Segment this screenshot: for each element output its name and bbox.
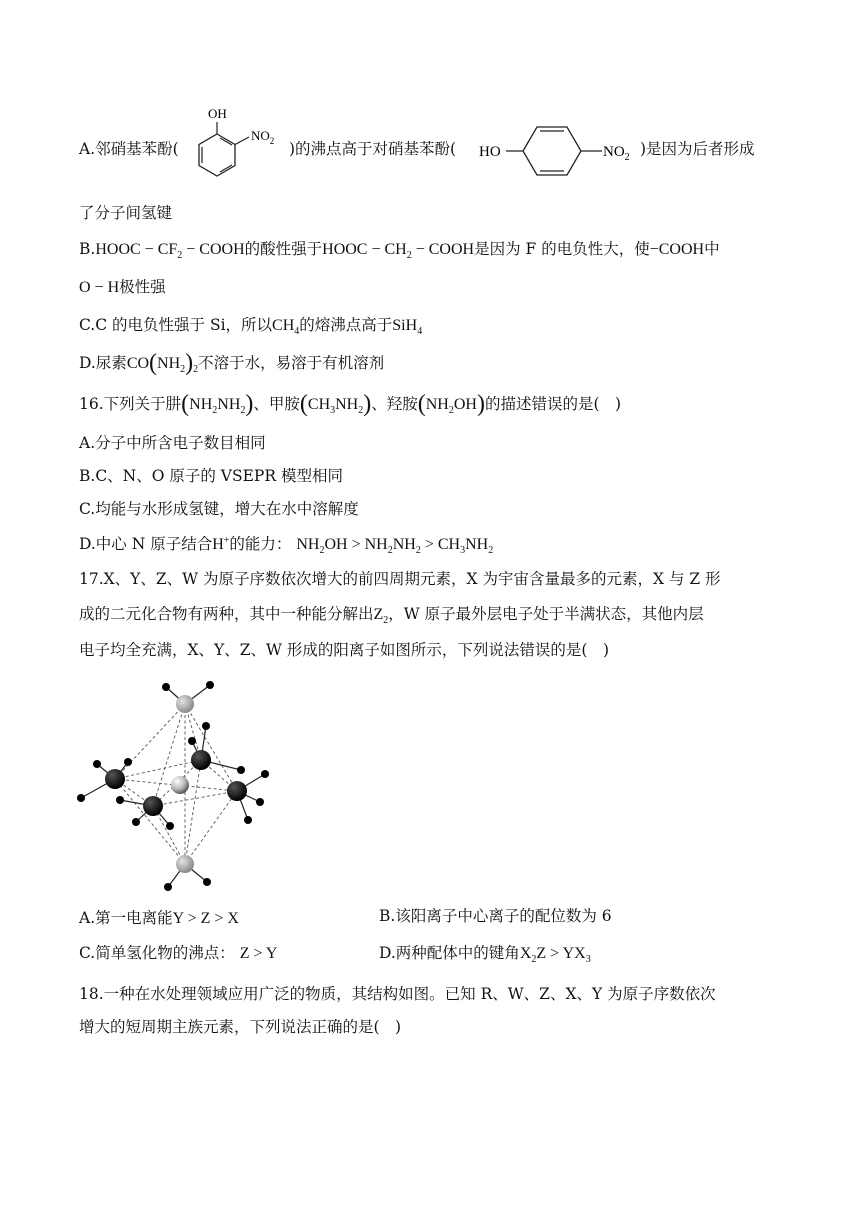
- q15-a-mid: )的沸点高于对硝基苯酚(: [289, 140, 457, 158]
- q17-stem-line1: 17.X、Y、Z、W 为原子序数依次增大的前四周期元素，X 为宇宙含量最多的元素，X 与 Z 形: [79, 570, 721, 588]
- no2-para-label: NO: [603, 144, 625, 160]
- q18-stem-line2: 增大的短周期主族元素，下列说法正确的是( ): [79, 1018, 402, 1036]
- no2-label: NO: [251, 128, 270, 143]
- q15-option-a: [79, 139, 179, 159]
- q17-option-b: B.该阳离子中心离子的配位数为 6: [379, 907, 612, 925]
- q16-option-c: C.均能与水形成氢键，增大在水中溶解度: [79, 500, 359, 518]
- q17-stem-line2: 成的二元化合物有两种，其中一种能分解出$Z_2$，W 原子最外层电子处于半满状态，其他内层: [79, 605, 704, 626]
- oh-label: OH: [208, 106, 227, 121]
- q15-a-mid-line: [289, 139, 456, 159]
- para-nitrophenol-structure: [475, 118, 640, 178]
- q15-option-b: B.HOOC − $CF_2$ − COOH的酸性强于HOOC − $CH_2$ − COOH是因为 F 的电负性大，使−COOH中: [79, 240, 720, 261]
- q15-option-d: D.尿素$CO(NH_2)_2$不溶于水，易溶于有机溶剂: [79, 350, 385, 376]
- q15-a-post-line: [640, 139, 755, 159]
- q15-a-pre: A.邻硝基苯酚(: [79, 140, 179, 158]
- q18-stem-line1: 18.一种在水处理领域应用广泛的物质，其结构如图。已知 R、W、Z、X、Y 为原子序数依次: [79, 985, 716, 1003]
- q15-a-continuation: 了分子间氢键: [79, 204, 173, 222]
- q17-option-c: C.简单氢化物的沸点： Z > Y: [79, 944, 278, 962]
- q17-stem-line3: 电子均全充满，X、Y、Z、W 形成的阳离子如图所示，下列说法错误的是( ): [79, 641, 609, 659]
- q17-option-d: D.两种配体中的键角$X_2Z > YX_3$: [379, 944, 591, 965]
- q16-option-b: B.C、N、O 原子的 VSEPR 模型相同: [79, 467, 343, 485]
- q15-a-post: )是因为后者形成: [640, 140, 755, 158]
- ortho-nitrophenol-structure: [186, 102, 296, 192]
- cation-structure-figure: [74, 672, 284, 897]
- q16-option-a: A.分子中所含电子数目相同: [79, 434, 266, 452]
- q15-b-continuation: O − H极性强: [79, 278, 166, 296]
- q16-stem: 16.下列关于肼$(NH_2NH_2)$、甲胺$(CH_3NH_2)$、羟胺$(NH_2OH)$的描述错误的是( ): [79, 391, 622, 417]
- ho-label: HO: [479, 144, 501, 160]
- svg-text:NO2: $NO_2$: [251, 128, 275, 146]
- q16-option-d: D.中心 N 原子结合H+的能力： $NH_2OH > NH_2NH_2 > CH_3NH_2$: [79, 535, 494, 556]
- q15-option-c: C.C 的电负性强于 Si，所以$CH_4$的熔沸点高于SiH$_4$: [79, 316, 423, 337]
- svg-text:NO2: $NO_2$: [603, 144, 630, 163]
- q17-option-a: A.第一电离能Y > Z > X: [79, 909, 239, 927]
